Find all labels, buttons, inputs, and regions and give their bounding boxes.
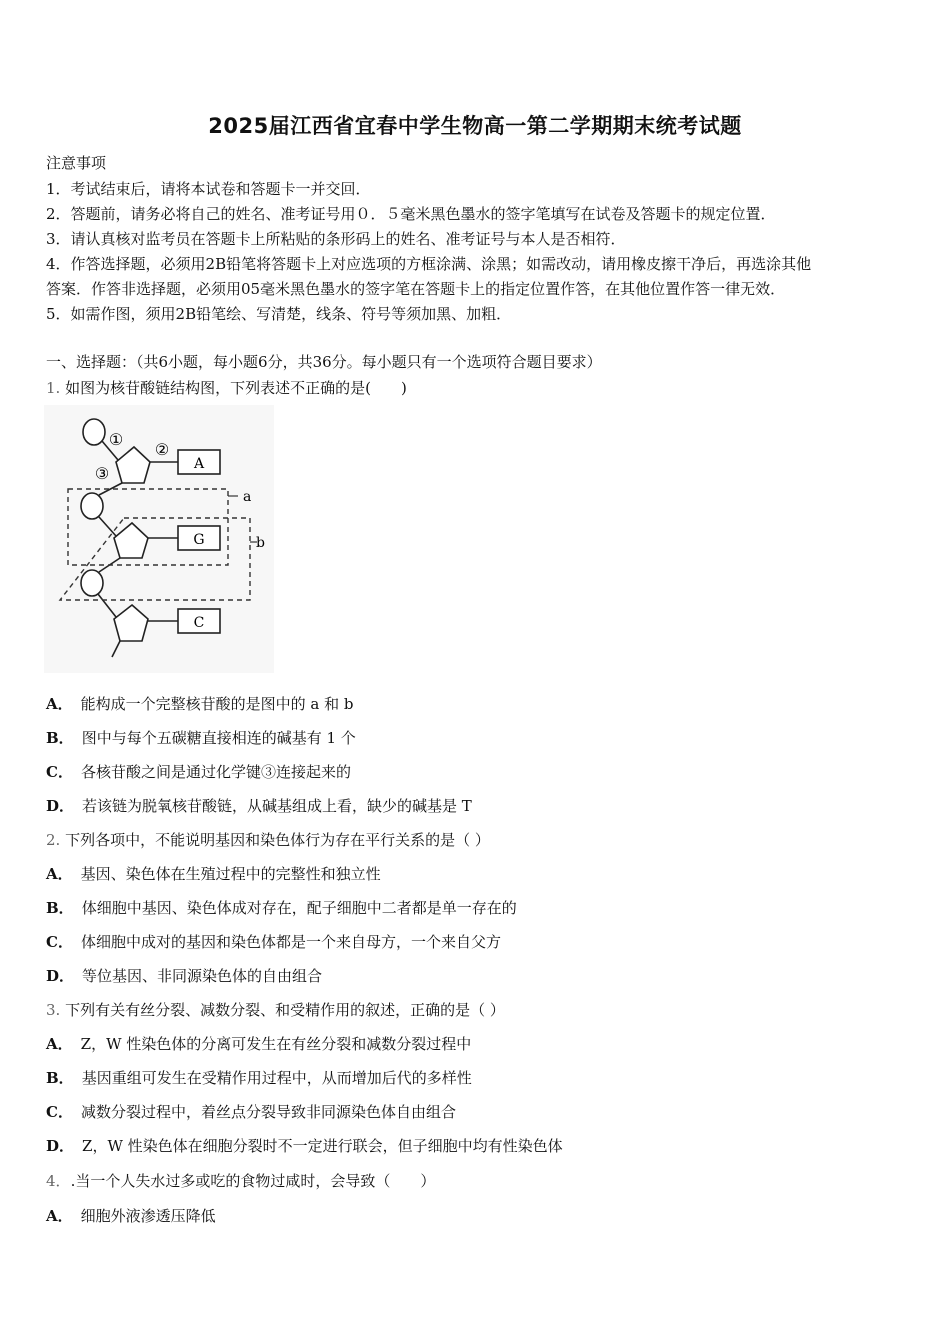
question-number: 2: [46, 831, 56, 849]
section-heading: 一、选择题：（共6小题，每小题6分，共36分。每小题只有一个选项符合题目要求）: [46, 353, 602, 371]
option-text: Z，W 性染色体的分离可发生在有丝分裂和减数分裂过程中: [80, 1035, 472, 1053]
nucleotide-chain-diagram: [44, 405, 274, 673]
option-letter: D．: [46, 797, 75, 815]
option-text: 体细胞中成对的基因和染色体都是一个来自母方，一个来自父方: [80, 933, 501, 951]
base-label: G: [193, 532, 205, 548]
phosphate-circle: [81, 570, 103, 596]
notice-heading: 注意事项: [46, 154, 107, 172]
question-text: .当一个人失水过多或吃的食物过咸时，会导致（ ）: [70, 1172, 436, 1190]
bond-label: ②: [154, 440, 170, 459]
option-3a: [46, 1033, 471, 1054]
question-number: 4: [46, 1172, 56, 1190]
option-letter: A．: [46, 865, 73, 883]
question-text: 下列各项中，不能说明基因和染色体行为存在平行关系的是（ ）: [65, 831, 490, 849]
option-letter: D．: [46, 967, 75, 985]
option-1a: [46, 693, 354, 714]
option-letter: A．: [46, 1035, 73, 1053]
question-number-dot: ．: [55, 1172, 71, 1190]
option-letter: B．: [46, 899, 74, 917]
option-letter: A．: [46, 1207, 73, 1225]
option-text: 细胞外液渗透压降低: [80, 1207, 216, 1225]
option-1b: [46, 727, 356, 748]
option-letter: B．: [46, 729, 74, 747]
option-2c: [46, 931, 501, 952]
question-2-stem: [46, 829, 490, 850]
notice-item: 5．如需作图，须用2B铅笔绘、写清楚，线条、符号等须加黑、加粗．: [46, 305, 512, 323]
phosphate-circle: [83, 419, 105, 445]
notice-item: 3．请认真核对监考员在答题卡上所粘贴的条形码上的姓名、准考证号与本人是否相符．: [46, 230, 626, 248]
question-number-dot: .: [55, 1001, 66, 1019]
option-text: 能构成一个完整核苷酸的是图中的 a 和 b: [80, 695, 354, 713]
question-number: 3: [46, 1001, 56, 1019]
option-text: 减数分裂过程中，着丝点分裂导致非同源染色体自由组合: [80, 1103, 456, 1121]
box-label-a: a: [243, 489, 252, 505]
question-text: 下列有关有丝分裂、减数分裂、和受精作用的叙述，正确的是（ ）: [65, 1001, 505, 1019]
option-2b: [46, 897, 517, 918]
option-text: 体细胞中基因、染色体成对存在，配子细胞中二者都是单一存在的: [81, 899, 517, 917]
option-text: 基因重组可发生在受精作用过程中，从而增加后代的多样性: [81, 1069, 472, 1087]
option-letter: A．: [46, 695, 73, 713]
option-text: 基因、染色体在生殖过程中的完整性和独立性: [80, 865, 381, 883]
option-text: 图中与每个五碳糖直接相连的碱基有 1 个: [81, 729, 356, 747]
option-3c: [46, 1101, 456, 1122]
box-label-b: b: [256, 535, 265, 551]
question-number-dot: .: [55, 831, 66, 849]
question-text: 如图为核苷酸链结构图，下列表述不正确的是( ): [65, 379, 407, 397]
option-text: Z，W 性染色体在细胞分裂时不一定进行联会，但子细胞中均有性染色体: [82, 1137, 563, 1155]
option-letter: C．: [46, 763, 73, 781]
option-text: 若该链为脱氧核苷酸链，从碱基组成上看，缺少的碱基是 T: [82, 797, 472, 815]
base-label: A: [193, 456, 205, 472]
option-letter: D．: [46, 1137, 75, 1155]
phosphate-circle: [81, 493, 103, 519]
notice-item: 2．答题前，请务必将自己的姓名、准考证号用０．５毫米黑色墨水的签字笔填写在试卷及答题卡的规定位置．: [46, 205, 776, 223]
option-1d: [46, 795, 472, 816]
question-1-stem: [46, 377, 407, 398]
notice-item: 1．考试结束后，请将本试卷和答题卡一并交回．: [46, 180, 371, 198]
option-3b: [46, 1067, 472, 1088]
option-2a: [46, 863, 381, 884]
notice-item: 4．作答选择题，必须用2B铅笔将答题卡上对应选项的方框涂满、涂黑；如需改动，请用橡皮擦干净后，再选涂其他: [46, 255, 812, 273]
question-number: 1: [46, 379, 56, 397]
notice-item: 答案．作答非选择题，必须用05毫米黑色墨水的签字笔在答题卡上的指定位置作答，在其他位置作答一律无效．: [46, 280, 786, 298]
bond-label: ③: [94, 464, 110, 483]
option-letter: C．: [46, 933, 73, 951]
option-3d: [46, 1135, 563, 1156]
option-letter: C．: [46, 1103, 73, 1121]
question-number-dot: .: [55, 379, 66, 397]
page-title: 2025届江西省宜春中学生物高一第二学期期末统考试题: [208, 114, 742, 138]
question-4-stem: [46, 1170, 435, 1191]
option-2d: [46, 965, 322, 986]
question-3-stem: [46, 999, 505, 1020]
option-text: 各核苷酸之间是通过化学键③连接起来的: [80, 763, 351, 781]
base-label: C: [193, 615, 205, 631]
option-1c: [46, 761, 351, 782]
option-text: 等位基因、非同源染色体的自由组合: [82, 967, 323, 985]
option-letter: B．: [46, 1069, 74, 1087]
option-4a: [46, 1205, 216, 1226]
bond-label: ①: [108, 430, 124, 449]
